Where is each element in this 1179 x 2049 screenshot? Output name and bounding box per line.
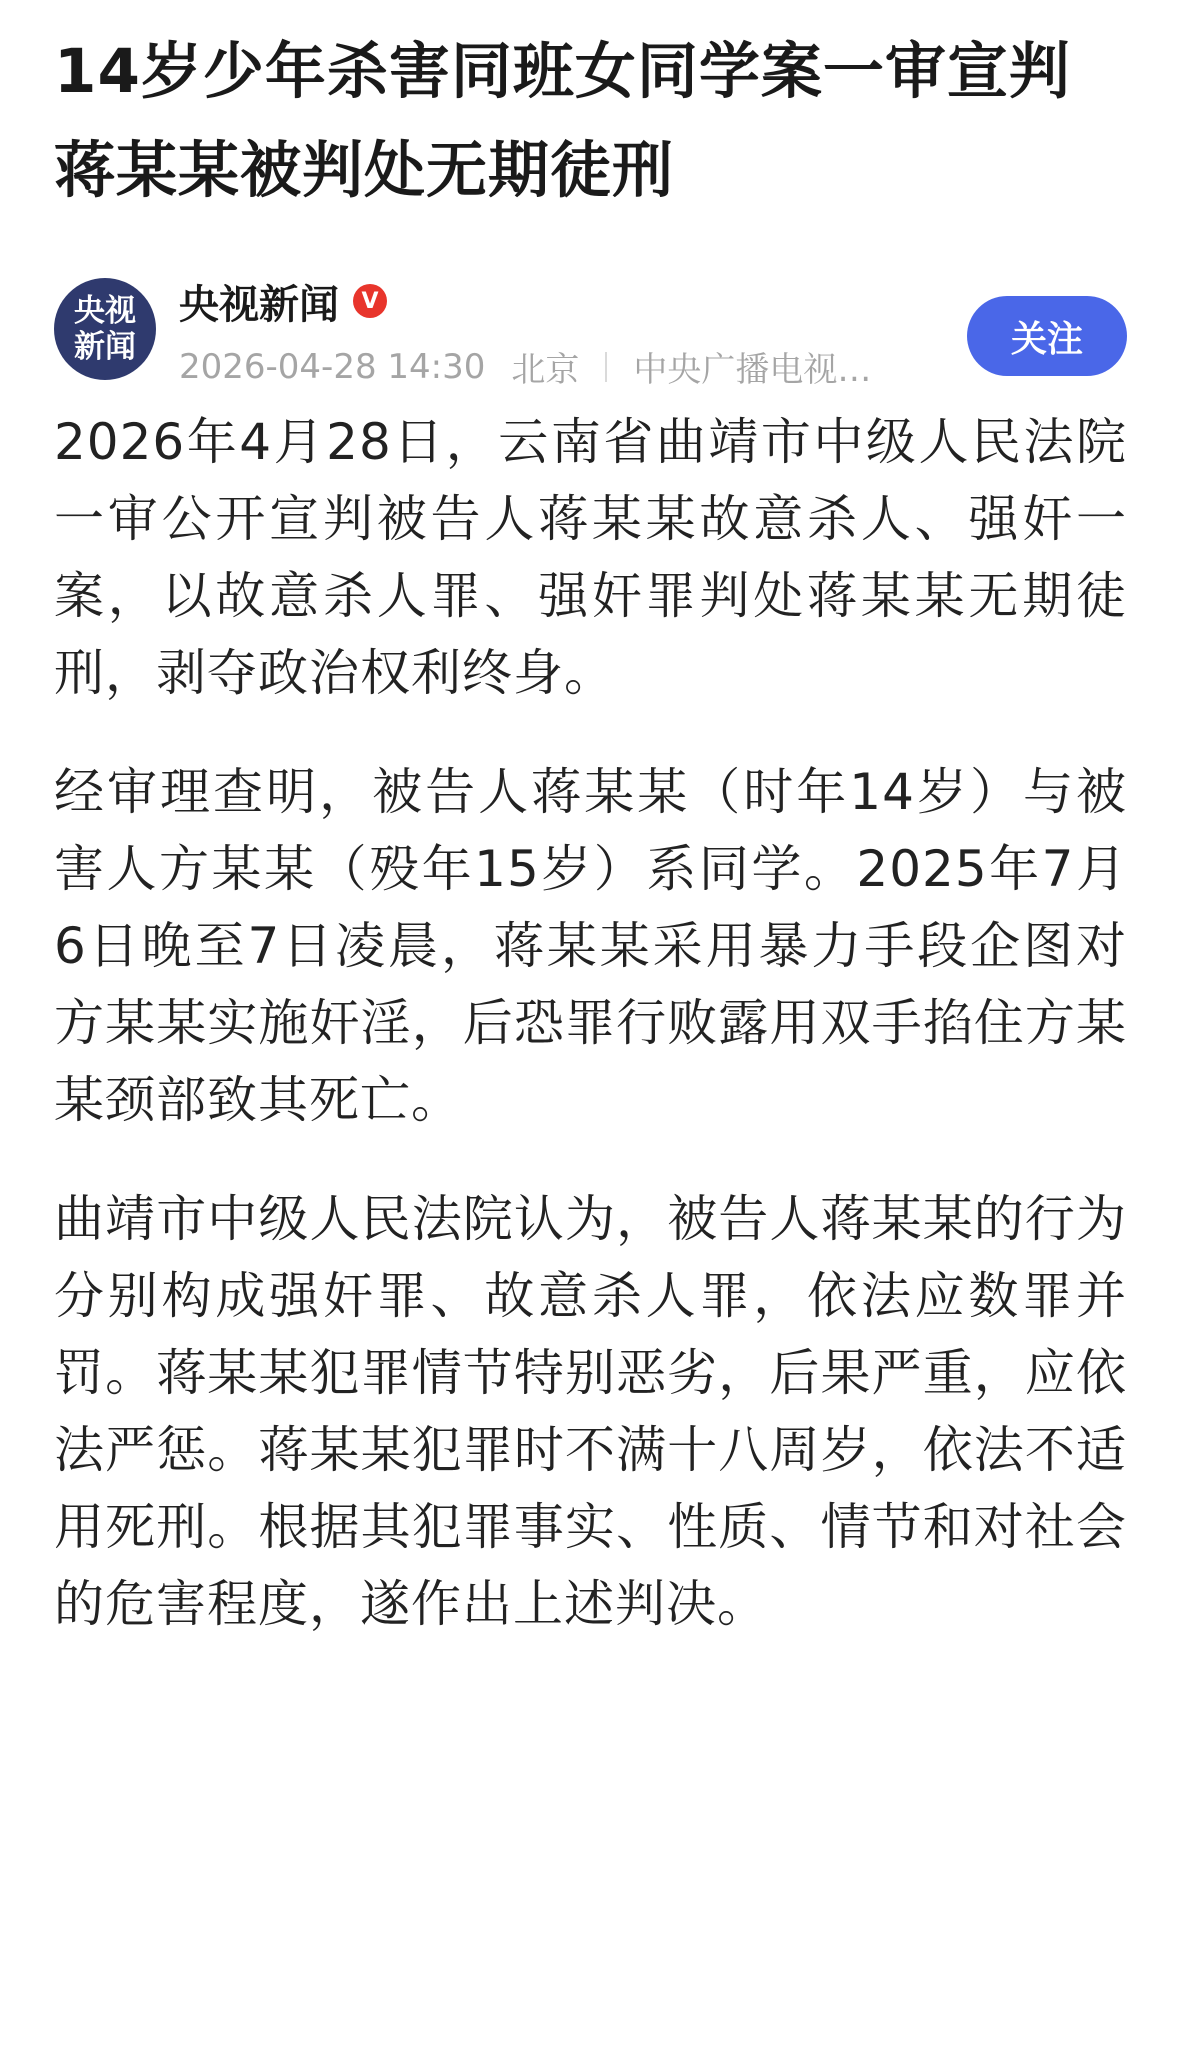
publish-location: 北京 bbox=[511, 350, 580, 390]
author-info bbox=[179, 272, 927, 391]
body-paragraph: 经审理查明，被告人蒋某某（时年14岁）与被害人方某某（殁年15岁）系同学。2025年7月6日晚至7日凌晨，蒋某某采用暴力手段企图对方某某实施奸淫，后恐罪行败露用双手掐住方某某颈部致其死亡。 bbox=[54, 763, 1127, 1129]
article-source[interactable]: 中央广播电视… bbox=[633, 350, 872, 390]
author-name-line bbox=[179, 272, 927, 330]
article-title: 14岁少年杀害同班女同学案一审宣判 蒋某某被判处无期徒刑 bbox=[54, 36, 1071, 206]
publish-datetime: 2026-04-28 14:30 bbox=[179, 346, 486, 387]
avatar-logo-text: 央视新闻 bbox=[74, 293, 136, 365]
author-name[interactable]: 央视新闻 bbox=[179, 281, 339, 328]
verified-icon: V bbox=[353, 284, 387, 318]
follow-button[interactable]: 关注 bbox=[967, 296, 1127, 376]
body-paragraph: 曲靖市中级人民法院认为，被告人蒋某某的行为分别构成强奸罪、故意杀人罪，依法应数罪并罚。蒋某某犯罪情节特别恶劣，后果严重，应依法严惩。蒋某某犯罪时不满十八周岁，依法不适用死刑。根据其犯罪事实、性质、情节和对社会的危害程度，遂作出上述判决。 bbox=[54, 1190, 1127, 1633]
article-body bbox=[54, 404, 1127, 1643]
body-paragraph: 2026年4月28日，云南省曲靖市中级人民法院一审公开宣判被告人蒋某某故意杀人、强奸一案，以故意杀人罪、强奸罪判处蒋某某无期徒刑，剥夺政治权利终身。 bbox=[54, 413, 1127, 702]
avatar[interactable] bbox=[54, 278, 156, 380]
article-meta bbox=[179, 342, 927, 391]
author-row bbox=[54, 282, 1127, 392]
meta-divider bbox=[605, 352, 607, 382]
